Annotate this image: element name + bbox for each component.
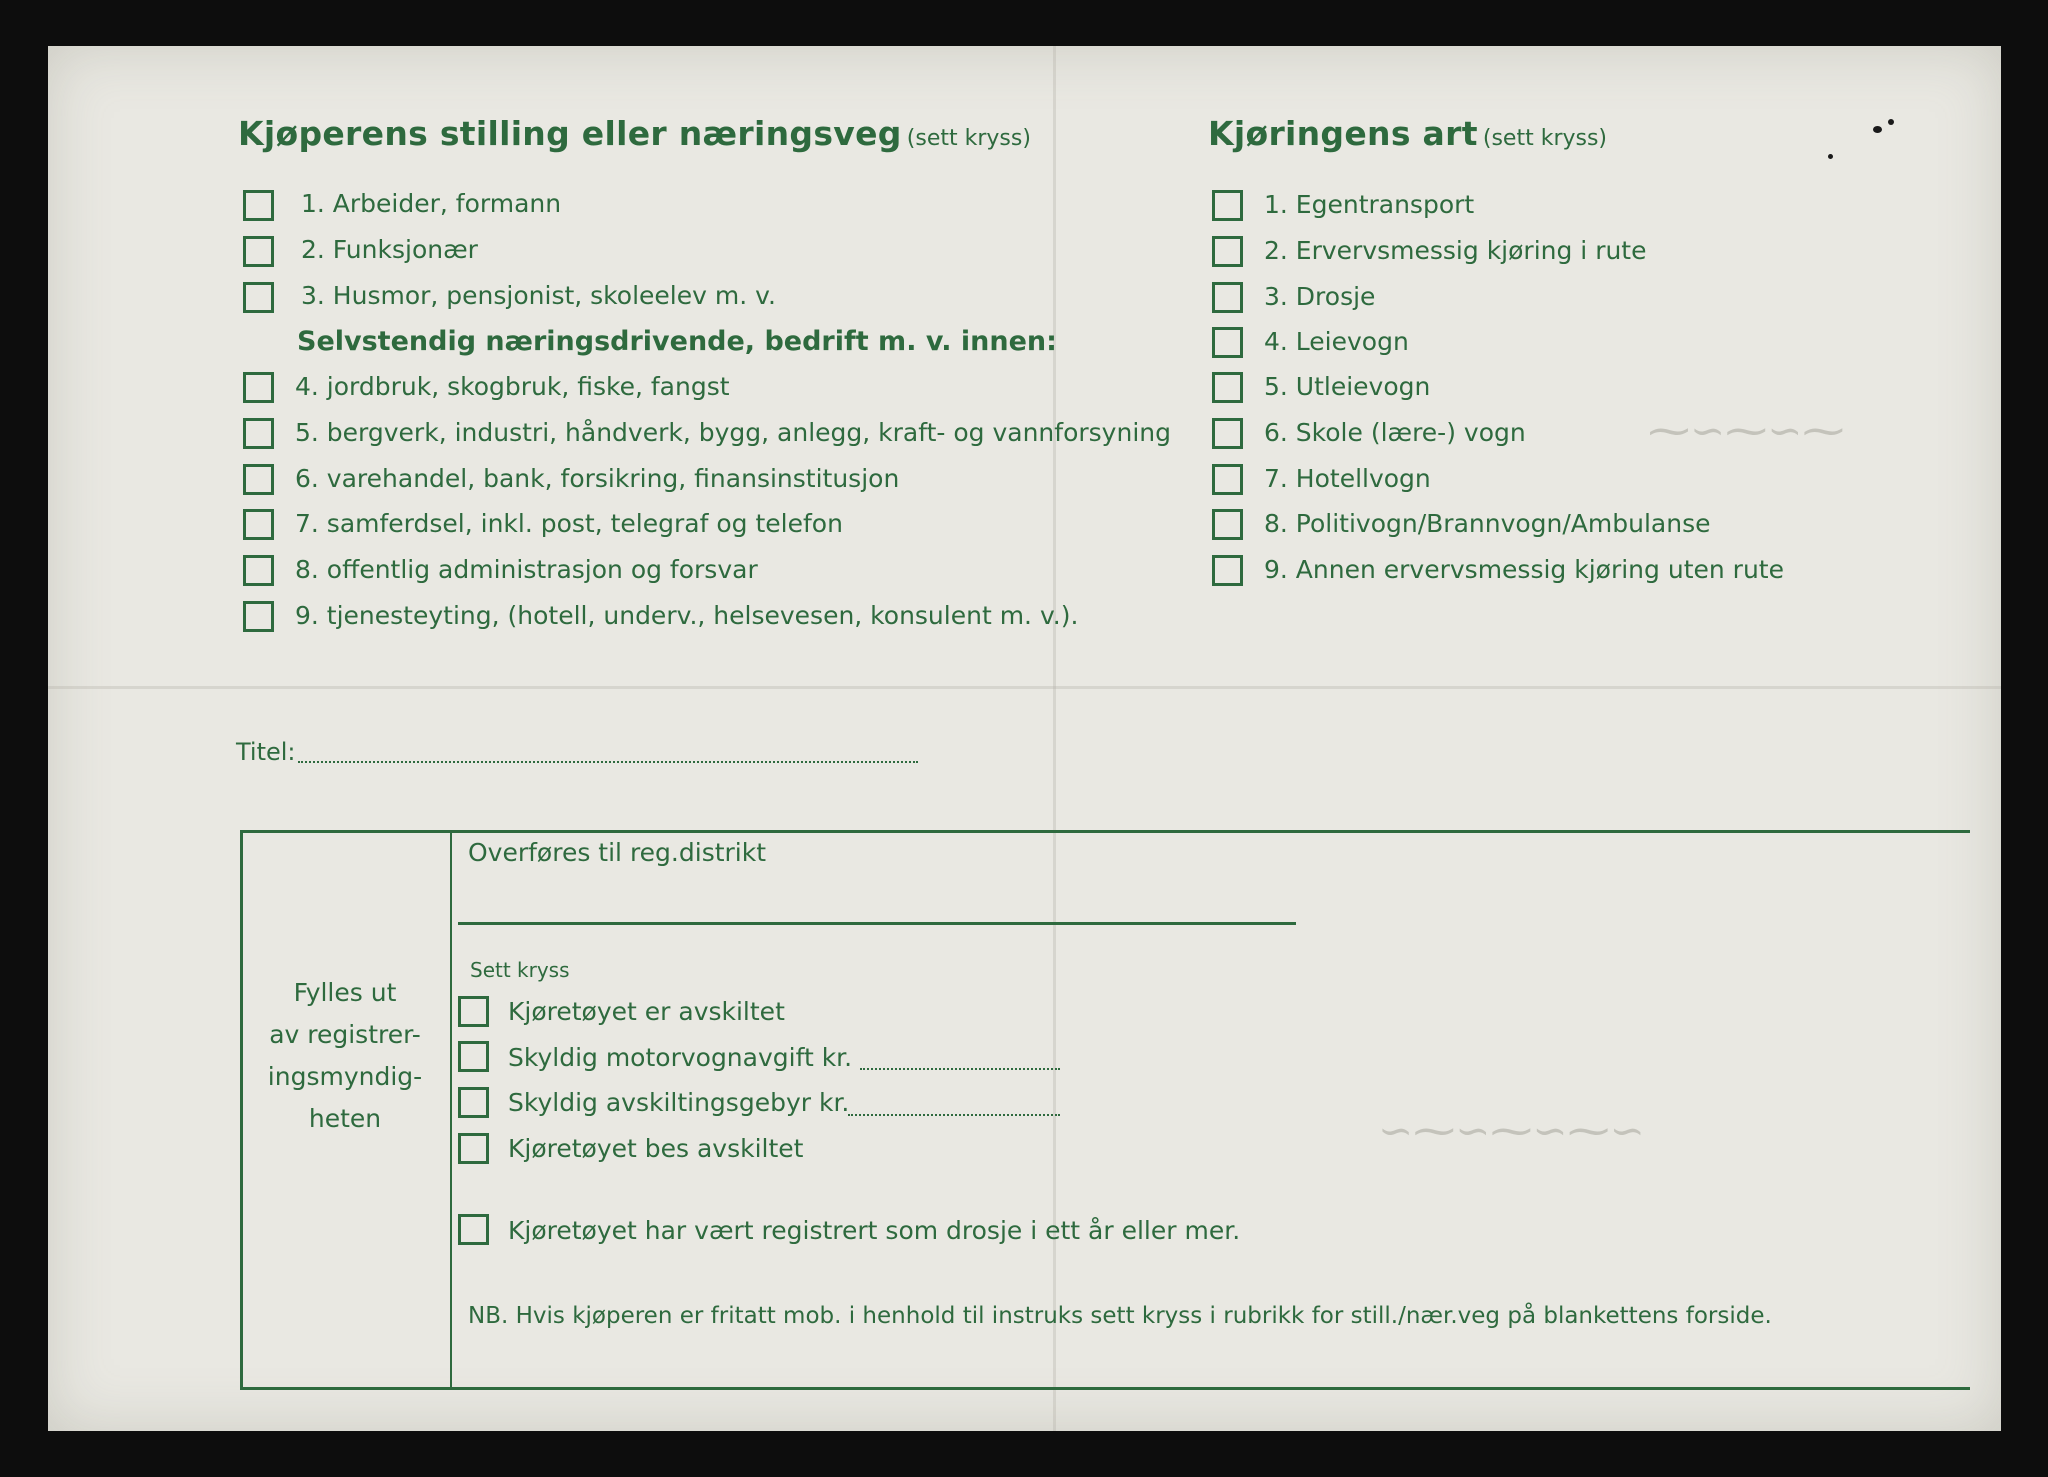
form-sheet [48,46,2001,1431]
vehicle-tax-owed-label: Skyldig motorvognavgift kr. [508,1043,853,1072]
checkbox-driving-type-4[interactable] [1212,327,1243,358]
checkbox-driving-type-1[interactable] [1212,190,1243,221]
checkbox-driving-type-7[interactable] [1212,464,1243,495]
checkbox-occupation-5[interactable] [243,418,274,449]
right-section-note: (sett kryss) [1482,126,1608,151]
occupation-label-7: 7. samferdsel, inkl. post, telegraf og telefon [295,509,843,538]
driving-type-label-3: 3. Drosje [1264,282,1376,311]
checkbox-driving-type-2[interactable] [1212,236,1243,267]
occupation-label-8: 8. offentlig administrasjon og forsvar [295,555,758,584]
nb-note: NB. Hvis kjøperen er fritatt mob. i henhold til instruks sett kryss i rubrikk for still./nær.veg på blankettens forside. [468,1303,1772,1329]
check-note: Sett kryss [470,958,570,982]
checkbox-occupation-4[interactable] [243,372,274,403]
registration-box-divider [450,830,452,1390]
deregistration-fee-amount-line[interactable] [848,1114,1060,1116]
transfer-district-label: Overføres til reg.distrikt [468,838,767,867]
checkbox-driving-type-5[interactable] [1212,372,1243,403]
driving-type-label-6: 6. Skole (lære-) vogn [1264,418,1526,447]
registration-box-bottom-border [240,1387,1970,1390]
request-deregistration-label: Kjøretøyet bes avskiltet [508,1134,804,1163]
left-section-title: Kjøperens stilling eller næringsveg [238,114,902,153]
show-through-handwriting: ⁓∽⁓∽⁓ [1648,406,1845,455]
deregistered-label: Kjøretøyet er avskiltet [508,997,785,1026]
checkbox-driving-type-8[interactable] [1212,509,1243,540]
driving-type-label-7: 7. Hotellvogn [1264,464,1431,493]
driving-type-label-9: 9. Annen ervervsmessig kjøring uten rute [1264,555,1784,584]
checkbox-occupation-1[interactable] [243,190,274,221]
checkbox-occupation-8[interactable] [243,555,274,586]
title-field-label: Titel: [236,738,296,766]
occupation-label-6: 6. varehandel, bank, forsikring, finansinstitusjon [295,464,900,493]
show-through-handwriting: ∽⁓∽⁓∽⁓∽ [1378,1106,1645,1155]
checkbox-occupation-2[interactable] [243,236,274,267]
driving-type-label-8: 8. Politivogn/Brannvogn/Ambulanse [1264,509,1711,538]
occupation-label-3: 3. Husmor, pensjonist, skoleelev m. v. [301,281,776,310]
checkbox-occupation-6[interactable] [243,464,274,495]
ink-speck [1873,126,1882,133]
checkbox-vehicle-tax-owed[interactable] [458,1041,489,1072]
checkbox-occupation-9[interactable] [243,601,274,632]
checkbox-occupation-7[interactable] [243,509,274,540]
driving-type-label-4: 4. Leievogn [1264,327,1409,356]
registration-authority-label [240,972,450,1140]
checkbox-request-deregistration[interactable] [458,1133,489,1164]
left-section-note: (sett kryss) [906,126,1031,151]
taxi-one-year-label: Kjøretøyet har vært registrert som drosje i ett år eller mer. [508,1216,1241,1245]
checkbox-deregistration-fee-owed[interactable] [458,1087,489,1118]
driving-type-label-1: 1. Egentransport [1264,190,1475,219]
right-section-header [1208,114,1607,153]
registration-label-line-1: Fylles ut [293,978,397,1007]
ink-speck [1828,154,1833,159]
registration-label-line-2: av registrer- [269,1020,421,1049]
occupation-label-9: 9. tjenesteyting, (hotell, underv., helsevesen, konsulent m. v.). [295,601,1079,630]
ink-speck [1888,119,1894,125]
checkbox-occupation-3[interactable] [243,282,274,313]
checkbox-driving-type-6[interactable] [1212,418,1243,449]
checkbox-driving-type-9[interactable] [1212,555,1243,586]
transfer-district-line[interactable] [458,922,1296,925]
vehicle-tax-amount-line[interactable] [860,1068,1060,1070]
driving-type-label-2: 2. Ervervsmessig kjøring i rute [1264,236,1647,265]
fold-crease-horizontal [48,686,2001,689]
title-field-line[interactable] [298,761,918,763]
registration-label-line-4: heten [308,1104,382,1133]
occupation-label-2: 2. Funksjonær [301,235,478,264]
checkbox-taxi-one-year[interactable] [458,1214,489,1245]
deregistration-fee-owed-label: Skyldig avskiltingsgebyr kr. [508,1088,850,1117]
right-section-title: Kjøringens art [1208,114,1478,153]
checkbox-deregistered[interactable] [458,996,489,1027]
driving-type-label-5: 5. Utleievogn [1264,372,1431,401]
occupation-label-1: 1. Arbeider, formann [301,189,562,218]
self-employed-subheading: Selvstendig næringsdrivende, bedrift m. v. innen: [297,326,1057,357]
occupation-label-4: 4. jordbruk, skogbruk, fiske, fangst [295,372,730,401]
left-section-header [238,114,1031,153]
occupation-label-5: 5. bergverk, industri, håndverk, bygg, anlegg, kraft- og vannforsyning [295,418,1171,447]
registration-label-line-3: ingsmyndig- [267,1062,423,1091]
registration-box-top-border [240,830,1970,833]
checkbox-driving-type-3[interactable] [1212,282,1243,313]
